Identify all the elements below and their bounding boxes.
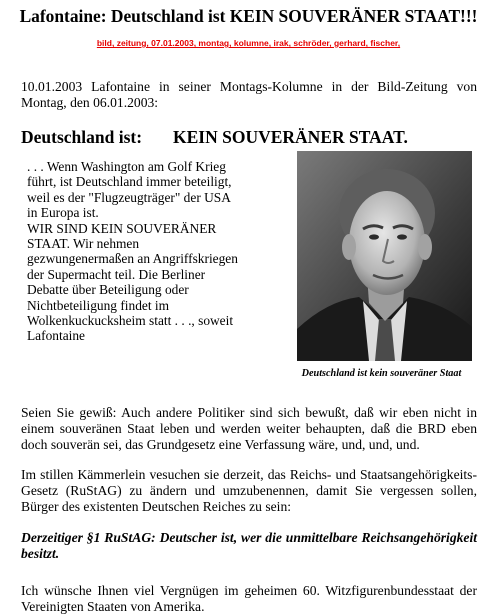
quote-line: STAAT. Wir nehmen — [27, 236, 140, 252]
quote-line: Wolkenkuckucksheim statt . . ., soweit — [27, 313, 234, 329]
portrait-illustration — [297, 151, 472, 361]
intro-paragraph: 10.01.2003 Lafontaine in seiner Montags-Kolumne in der Bild-Zeitung von Montag, den 06.01.2003: — [21, 79, 477, 110]
quote-line: weil es der "Flugzeugträger" der USA — [27, 189, 231, 205]
headline: Lafontaine: Deutschland ist KEIN SOUVERÄNER STAAT!!! — [19, 6, 478, 26]
quote-line: Debatte über Beteiligung oder — [27, 282, 189, 298]
quote-line: der Supermacht teil. Die Berliner — [27, 266, 206, 282]
portrait-photo — [297, 151, 472, 361]
quote-line: Nichtbeteiligung findet im — [27, 297, 170, 313]
quote-line: WIR SIND KEIN SOUVERÄNER — [27, 220, 217, 236]
quote-line: führt, ist Deutschland immer beteiligt, — [27, 174, 232, 190]
quote-line: Lafontaine — [27, 328, 85, 344]
photo-caption: Deutschland ist kein souveräner Staat — [301, 368, 462, 379]
body-paragraph: Ich wünsche Ihnen viel Vergnügen im geheimen 60. Witzfigurenbundesstaat der Vereinigten Staaten von Amerika. — [21, 583, 477, 614]
highlight-paragraph: Derzeitiger §1 RuStAG: Deutscher ist, wer die unmittelbare Reichsangehörigkeit besitzt. — [21, 530, 477, 561]
tag-links[interactable]: bild, zeitung, 07.01.2003, montag, kolumne, irak, schröder, gerhard, fischer, — [96, 38, 401, 48]
body-paragraph: Im stillen Kämmerlein vesuchen sie derzeit, das Reichs- und Staatsangehörigkeits-Gesetz (RuStAG) zu ändern und umzubenennen, damit Sie vergessen sollen, Bürger des existenten Deutschen Reiches zu sein: — [21, 467, 477, 514]
quote-line: . . . Wenn Washington am Golf Krieg — [27, 159, 226, 174]
body-paragraph: Seien Sie gewiß: Auch andere Politiker sind sich bewußt, daß wir eben nicht in einem souveränen Staat leben und werden weiter behaupten, daß die BRD eben doch souverän sei, das Grundgesetz eine Verfassung wäre, und, und, und. — [21, 405, 477, 452]
subheading-left: Deutschland ist: — [21, 127, 143, 147]
quote-line: in Europa ist. — [27, 205, 99, 221]
quote-line: gezwungenermaßen an Angriffskriegen — [27, 251, 238, 267]
subheading-right: KEIN SOUVERÄNER STAAT. — [173, 127, 408, 147]
quote-block — [27, 159, 262, 344]
